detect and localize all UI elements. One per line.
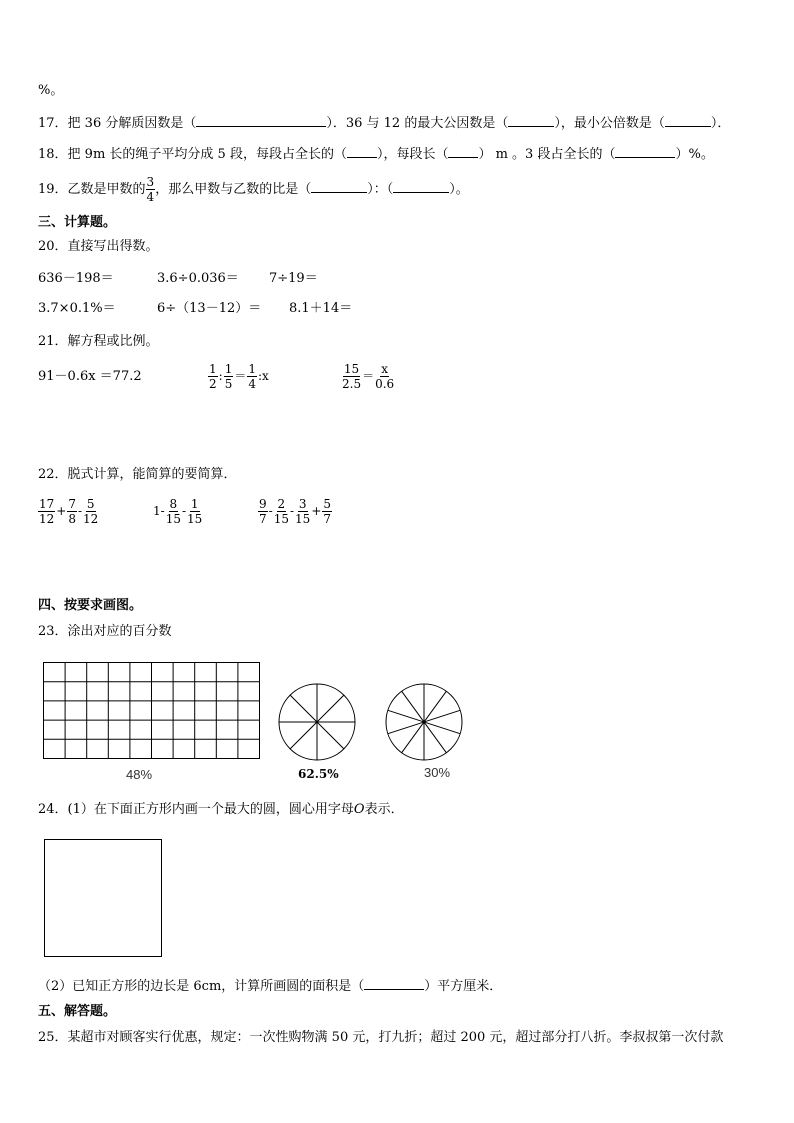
answer-blank[interactable] xyxy=(665,114,711,127)
calc-item: 636－198＝ xyxy=(38,271,114,286)
calc-item: 8.1＋14＝ xyxy=(289,301,353,316)
expression-2: 1- $\frac{8}{15}$ - $\frac{1}{15}$ xyxy=(153,496,203,526)
question-24-part-2: （2）已知正方形的边长是 6cm，计算所画圆的面积是（ ）平方厘米． xyxy=(38,979,503,994)
circle-eighths[interactable] xyxy=(277,682,357,762)
proportion-2: $\frac{15}{2.5}$ ＝ $\frac{x}{0.6}$ xyxy=(342,361,395,391)
section-5-heading: 五、解答题。 xyxy=(38,1004,117,1019)
answer-blank[interactable] xyxy=(196,114,326,127)
circle-tenths[interactable] xyxy=(384,682,464,762)
answer-blank[interactable] xyxy=(393,180,449,193)
question-17: 17．把 36 分解质因数是（ ）．36 与 12 的最大公因数是（ ），最小公倍数是（ ）． xyxy=(38,116,731,131)
section-4-heading: 四、按要求画图。 xyxy=(38,598,143,613)
section-3-heading: 三、计算题。 xyxy=(38,215,117,230)
fraction: $\frac{3}{4}$ xyxy=(146,175,155,204)
circle-label: 30% xyxy=(424,765,451,780)
expression-3: $\frac{9}{7}$ - $\frac{2}{15}$ - $\frac{3}{15}$ + $\frac{5}{7}$ xyxy=(259,496,332,526)
answer-blank[interactable] xyxy=(347,145,377,158)
answer-blank[interactable] xyxy=(508,114,554,127)
question-18: 18．把 9m 长的绳子平均分成 5 段，每段占全长的（ ），每段长（ ） m 。3 段占全长的（ ）%。 xyxy=(38,147,714,162)
top-fragment: %。 xyxy=(38,83,64,98)
percent-grid[interactable] xyxy=(43,662,261,760)
question-20-title: 20．直接写出得数。 xyxy=(38,239,159,254)
answer-blank[interactable] xyxy=(311,180,367,193)
expression-1: $\frac{17}{12}$ + $\frac{7}{8}$ - $\frac{5}{12}$ xyxy=(39,496,99,526)
circle-label: 62.5% xyxy=(298,767,339,781)
equation-1: 91－0.6x ＝77.2 xyxy=(38,369,142,384)
proportion-1: $\frac{1}{2}$ : $\frac{1}{5}$ ＝ $\frac{1}{4}$ :x xyxy=(209,361,269,391)
answer-blank[interactable] xyxy=(615,145,675,158)
calc-item: 7÷19＝ xyxy=(269,271,318,286)
calc-item: 3.6÷0.036＝ xyxy=(157,271,239,286)
question-24-title: 24．(1）在下面正方形内画一个最大的圆，圆心用字母O表示． xyxy=(38,802,404,817)
answer-blank[interactable] xyxy=(448,145,478,158)
question-19: 19．乙数是甲数的 $\frac{3}{4}$ ，那么甲数与乙数的比是（ ）：（ ）。 xyxy=(38,175,469,204)
answer-blank[interactable] xyxy=(364,977,424,990)
calc-item: 6÷（13－12）＝ xyxy=(157,301,262,316)
question-25: 25．某超市对顾客实行优惠，规定：一次性购物满 50 元，打九折；超过 200 元，超过部分打八折。李叔叔第一次付款 xyxy=(38,1030,724,1045)
question-22-title: 22．脱式计算，能简算的要简算． xyxy=(38,467,237,482)
drawing-square[interactable] xyxy=(44,839,162,957)
calc-item: 3.7×0.1%＝ xyxy=(38,301,116,316)
question-21-title: 21．解方程或比例。 xyxy=(38,334,159,349)
grid-label: 48% xyxy=(126,767,153,782)
question-23-title: 23．涂出对应的百分数 xyxy=(38,624,172,639)
